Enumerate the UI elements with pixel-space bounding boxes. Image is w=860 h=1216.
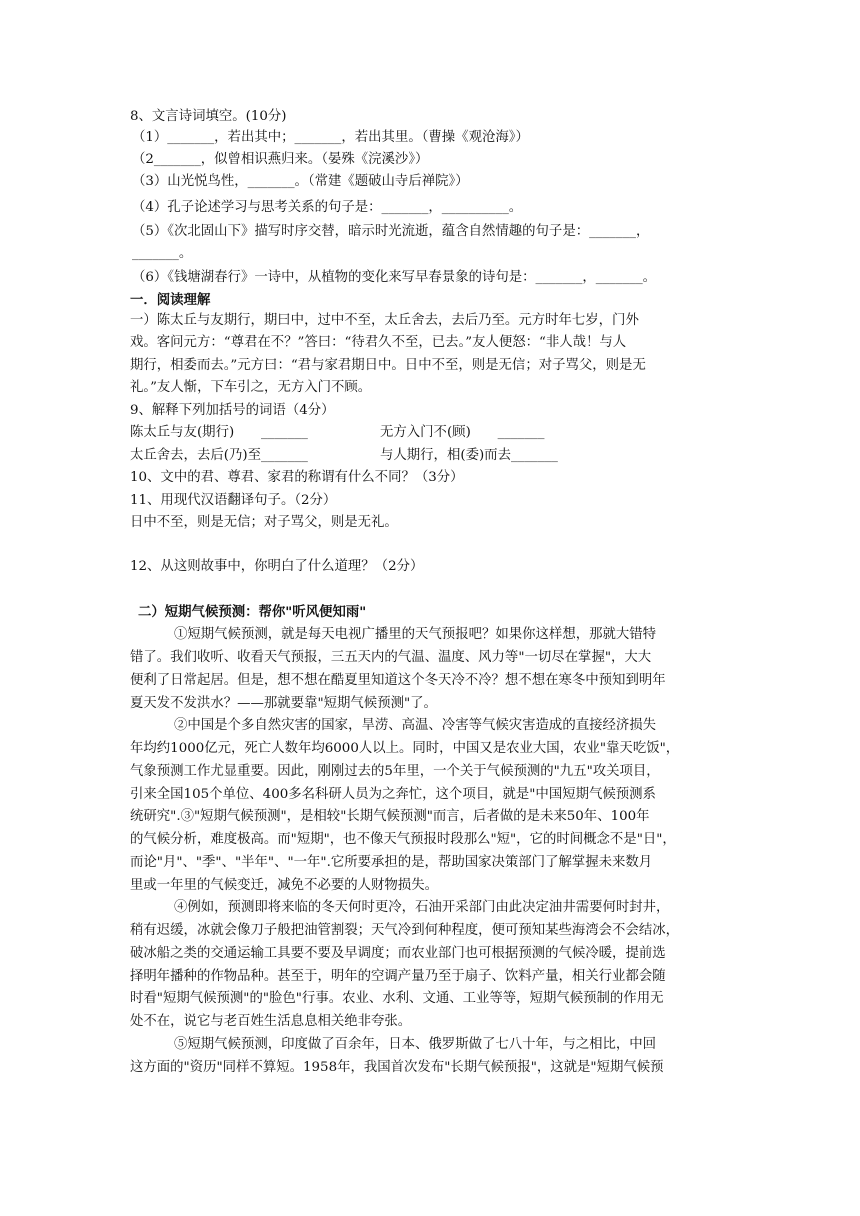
q9-blank-wei: 与人期行，相(委)而去_______ bbox=[380, 448, 558, 463]
q11: 11、用现代汉语翻译句子。（2分） bbox=[130, 493, 337, 508]
para-4-line-6: 处不在，说它与老百姓生活息息相关绝非夸张。 bbox=[130, 1014, 412, 1029]
q9-blank-qixing: 陈太丘与友(期行) _______ bbox=[130, 425, 308, 440]
q8-item-4: （4）孔子论述学习与思考关系的句子是：_______，__________。 bbox=[132, 200, 523, 215]
para-2-line-2: 年均约1000亿元，死亡人数年均6000人以上。同时，中国又是农业大国，农业"靠天吃饭"， bbox=[130, 741, 680, 756]
q8-title: 8、文言诗词填空。(10分) bbox=[130, 109, 287, 124]
q9-title: 9、解释下列加括号的词语（4分） bbox=[130, 403, 335, 418]
q11-sentence: 日中不至，则是无信；对子骂父，则是无礼。 bbox=[130, 515, 398, 530]
q8-item-5: （5）《次北固山下》描写时序交替，暗示时光流逝，蕴含自然情趣的句子是：_______， bbox=[132, 224, 650, 239]
q8-item-1: （1）_______，若出其中；_______，若出其里。（曹操《观沧海》） bbox=[132, 130, 529, 145]
q8-item-3: （3）山光悦鸟性，_______。（常建《题破山寺后禅院》） bbox=[132, 174, 469, 189]
para-1-line-3: 便利了日常起居。但是，想不想在酷夏里知道这个冬天冷不冷？想不想在寒冬中预知到明年 bbox=[130, 673, 666, 688]
q8-item-6: （6）《钱塘湖春行》一诗中，从植物的变化来写早春景象的诗句是：_______，_______。 bbox=[132, 270, 657, 285]
para-1-line-2: 错了。我们收听、收看天气预报，三五天内的气温、温度、风力等"一切尽在掌握"，大大 bbox=[130, 650, 652, 665]
para-2-line-8: 里或一年里的气候变迁，减免不必要的人财物损失。 bbox=[130, 878, 438, 893]
para-2-line-3: 气象预测工作尤显重要。因此，刚刚过去的5年里，一个关于气候预测的"九五"攻关项目， bbox=[130, 764, 660, 779]
para-4-line-1: ④例如，预测即将来临的冬天何时更冷，石油开采部门由此决定油井需要何时封井， bbox=[174, 900, 670, 915]
para-4-line-5: 时看"短期气候预测"的"脸色"行事。农业、水利、文通、工业等等，短期气候预制的作用无 bbox=[130, 991, 664, 1006]
q10: 10、文中的君、尊君、家君的称谓有什么不同？（3分） bbox=[130, 470, 464, 485]
q9-blank-nai: 太丘舍去，去后(乃)至_______ bbox=[130, 448, 308, 463]
para-1-line-4: 夏天发不发洪水？——那就要靠"短期气候预测"了。 bbox=[130, 696, 437, 711]
para-5-line-2: 这方面的"资历"同样不算短。1958年，我国首次发布"长期气候预报"，这就是"短期气候预 bbox=[130, 1060, 664, 1075]
para-4-line-3: 破冰船之类的交通运输工具要不要及早调度；而农业部门也可根据预测的气候冷暖，提前选 bbox=[130, 946, 666, 961]
q9-blank-gu: 无方入门不(顾) _______ bbox=[380, 425, 545, 440]
passage-line-1: 一）陈太丘与友期行，期曰中，过中不至，太丘舍去，去后乃至。元方时年七岁，门外 bbox=[130, 313, 639, 328]
para-2-line-7: 而论"月"、"季"、"半年"、"一年".它所要承担的是，帮助国家决策部门了解掌握未来数月 bbox=[130, 855, 653, 870]
para-4-line-4: 择明年播种的作物品种。甚至于，明年的空调产量乃至于扇子、饮料产量，相关行业都会随 bbox=[130, 969, 666, 984]
section1-heading: 一．阅读理解 bbox=[130, 292, 211, 308]
q8-item-5-cont: _______。 bbox=[132, 246, 193, 261]
q12: 12、从这则故事中，你明白了什么道理？（2分） bbox=[130, 559, 424, 574]
para-2-line-1: ②中国是个多自然灾害的国家，旱涝、高温、冷害等气候灾害造成的直接经济损失 bbox=[174, 718, 657, 733]
para-4-line-2: 稍有迟缓，冰就会像刀子般把油管割裂；天气冷到何种程度，便可预知某些海湾会不会结冰， bbox=[130, 923, 680, 938]
para-1-line-1: ①短期气候预测，就是每天电视广播里的天气预报吧？如果你这样想，那就大错特 bbox=[174, 627, 657, 642]
q8-item-2: （2_______，似曾相识燕归来。（晏殊《浣溪沙》） bbox=[132, 152, 429, 167]
passage-line-4: 礼。”友人惭，下车引之，无方入门不顾。 bbox=[130, 380, 372, 395]
passage-line-3: 期行，相委而去。”元方曰：“君与家君期日中。日中不至，则是无信；对子骂父，则是无 bbox=[130, 358, 646, 373]
section2-heading: 二）短期气候预测：帮你"听风便知雨" bbox=[138, 604, 367, 620]
para-2-line-4: 引来全国105个单位、400多名科研人员为之奔忙，这个项目，就是"中国短期气候预测系 bbox=[130, 787, 656, 802]
para-2-line-5: 统研究".③"短期气候预测"，是相较"长期气候预测"而言，后者做的是未来50年、100年 bbox=[130, 809, 650, 824]
para-5-line-1: ⑤短期气候预测，印度做了百余年，日本、俄罗斯做了七八十年，与之相比，中回 bbox=[174, 1037, 657, 1052]
para-2-line-6: 的气候分析，难度极高。而"短期"，也不像天气预报时段那么"短"，它的时间概念不是"日"， bbox=[130, 832, 676, 847]
passage-line-2: 戏。客问元方：“尊君在不？”答曰：“待君久不至，已去。”友人便怒：“非人哉！与人 bbox=[130, 335, 627, 350]
